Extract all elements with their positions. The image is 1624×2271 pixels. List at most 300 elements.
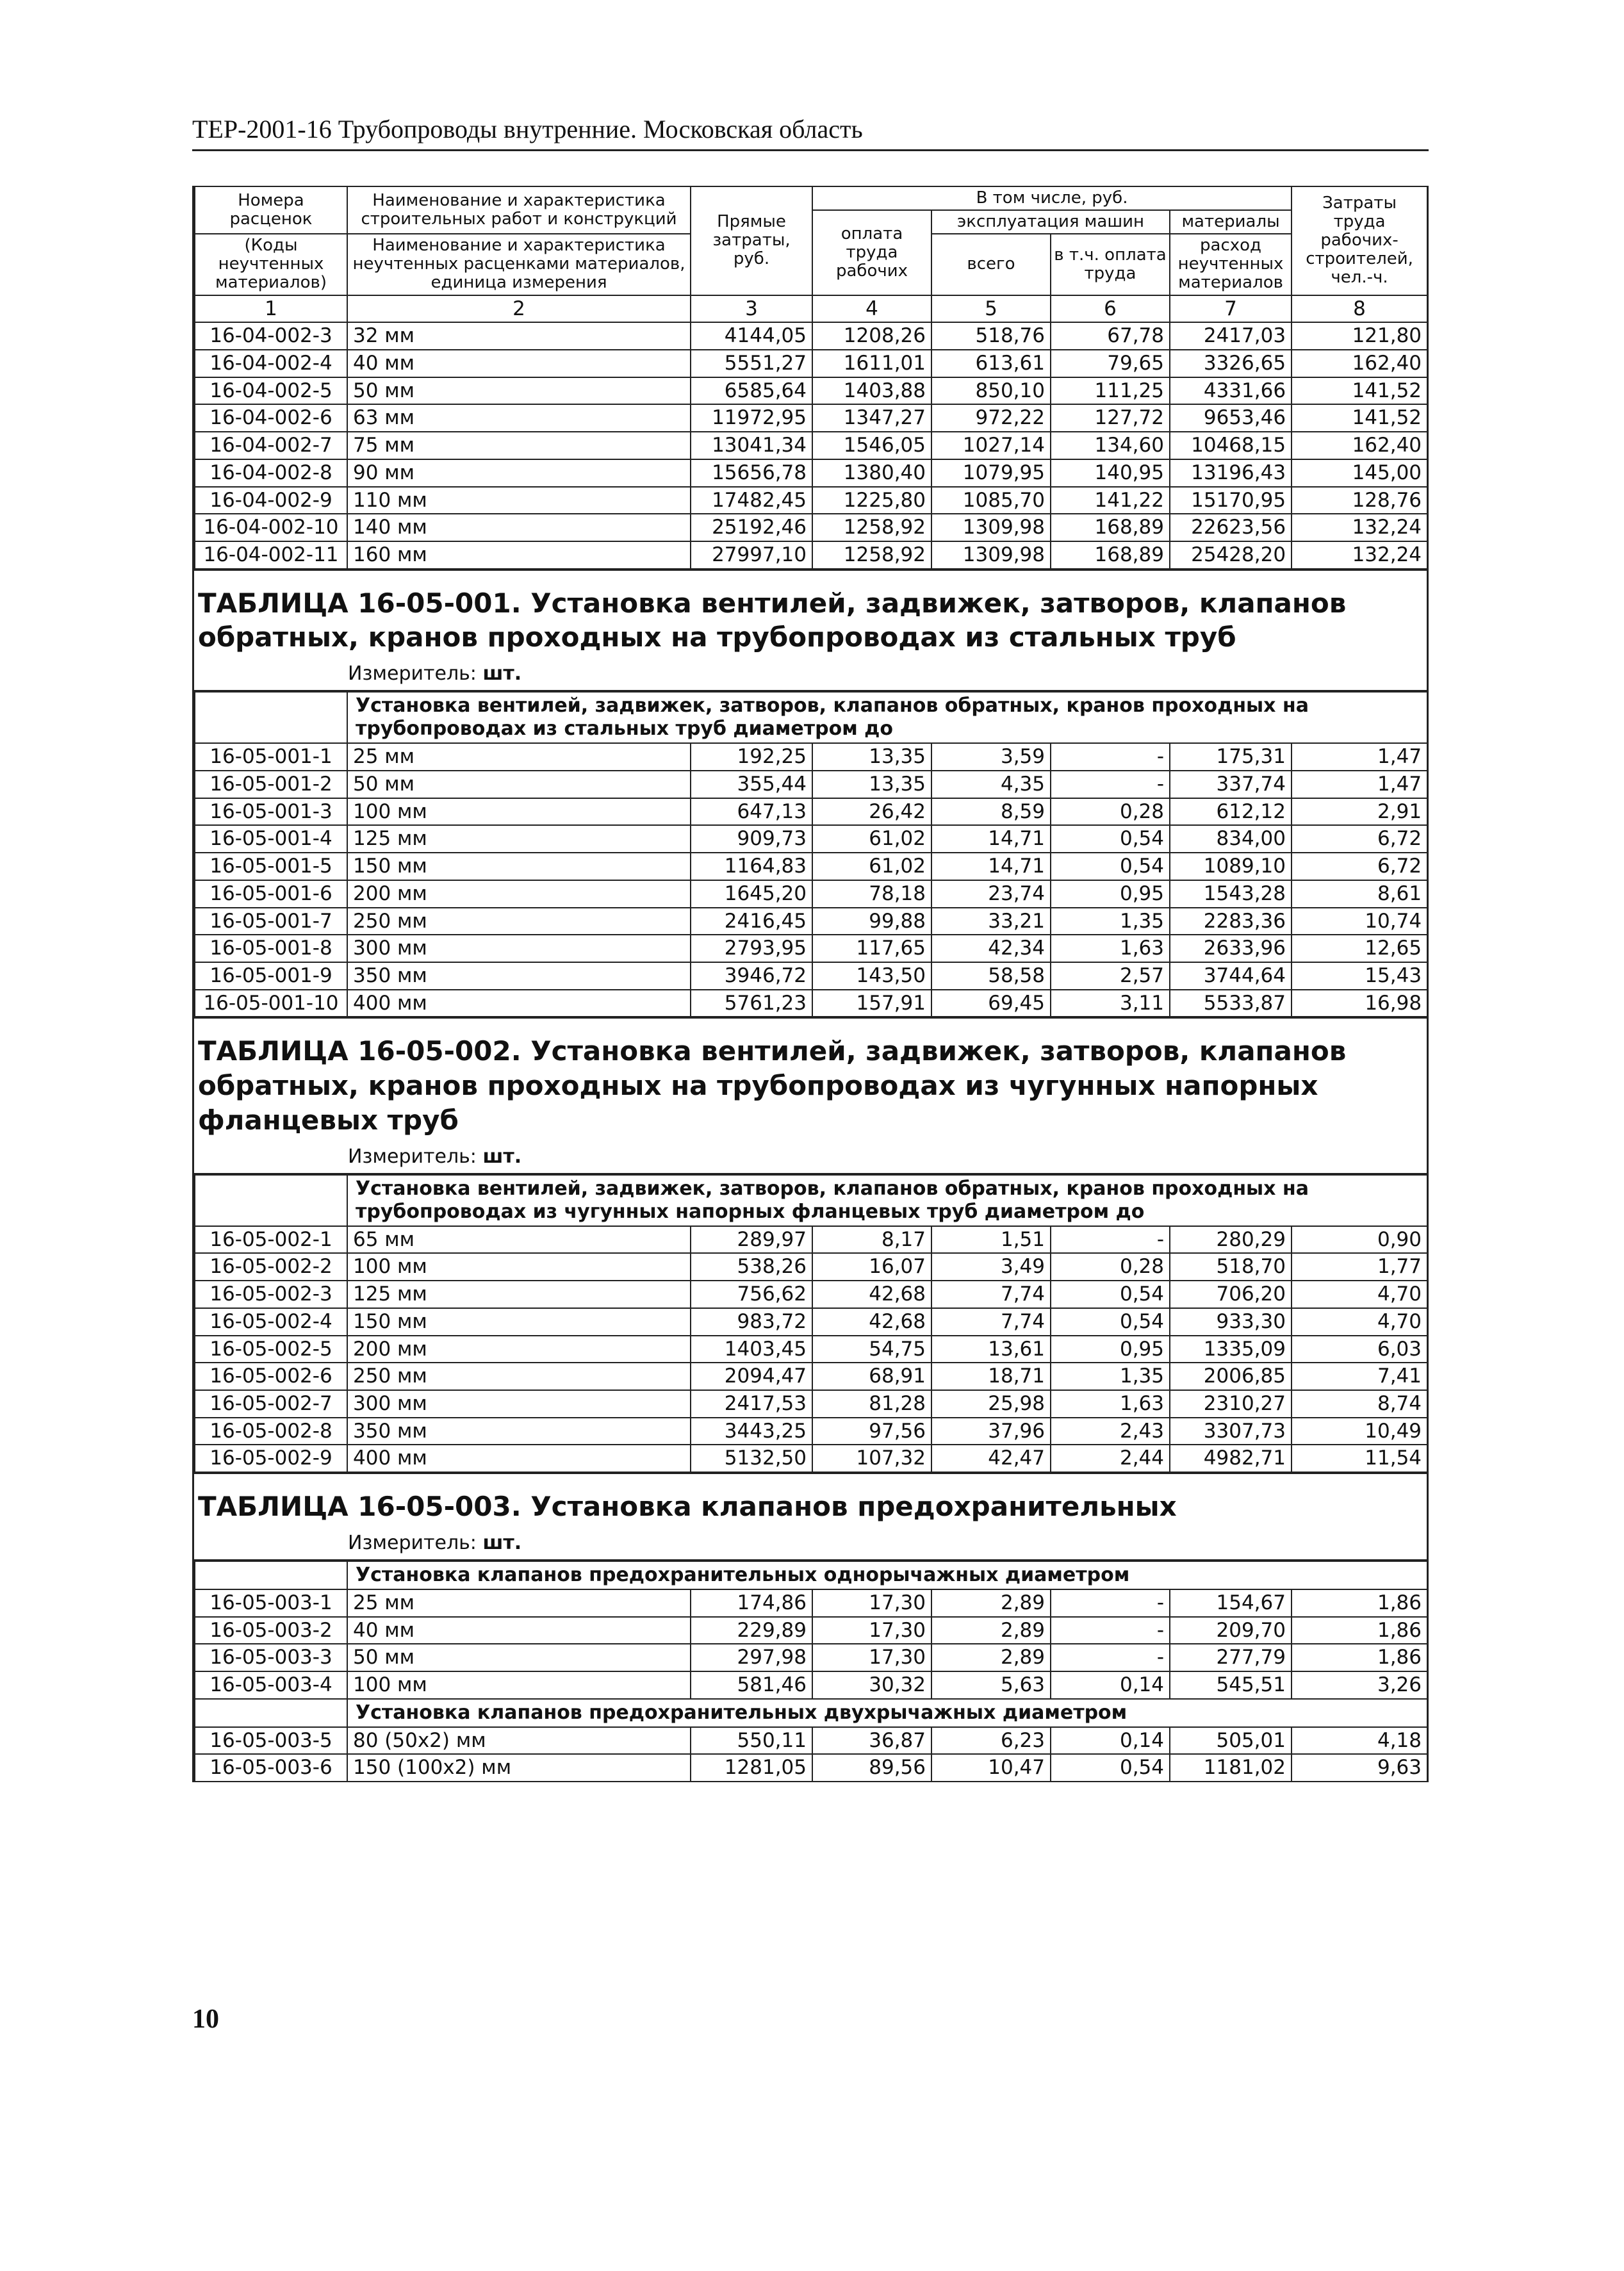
worker-wages: 13,35 <box>812 743 931 771</box>
col-header-including: В том числе, руб. <box>812 186 1292 210</box>
running-header: ТЕР-2001-16 Трубопроводы внутренние. Московская область <box>192 114 1429 151</box>
table-row <box>195 1363 1427 1390</box>
labor-hours: 10,74 <box>1292 908 1427 935</box>
section-title: ТАБЛИЦА 16-05-003. Установка клапанов предохранительных <box>194 1473 1427 1529</box>
table-row <box>195 1253 1427 1281</box>
machines-total: 7,74 <box>931 1308 1051 1336</box>
machines-total: 37,96 <box>931 1418 1051 1445</box>
rate-code: 16-05-003-1 <box>195 1589 347 1617</box>
machines-wages: 67,78 <box>1051 322 1170 350</box>
sections-container <box>194 570 1427 1782</box>
work-description: 200 мм <box>347 880 691 908</box>
table-row <box>195 1671 1427 1699</box>
materials-cost: 2283,36 <box>1170 908 1292 935</box>
work-description: 80 (50x2) мм <box>347 1727 691 1755</box>
work-description: 25 мм <box>347 743 691 771</box>
rate-code: 16-05-003-6 <box>195 1754 347 1782</box>
section-table <box>194 691 1428 1017</box>
group-heading-spacer <box>195 1699 347 1727</box>
materials-cost: 3744,64 <box>1170 962 1292 990</box>
direct-costs: 1403,45 <box>691 1336 812 1363</box>
machines-total: 518,76 <box>931 322 1051 350</box>
top-rows <box>195 322 1427 568</box>
rate-code: 16-05-001-2 <box>195 771 347 798</box>
machines-wages: 0,14 <box>1051 1727 1170 1755</box>
table-row <box>195 514 1427 541</box>
direct-costs: 297,98 <box>691 1644 812 1671</box>
table-row <box>195 1418 1427 1445</box>
labor-hours: 4,70 <box>1292 1281 1427 1308</box>
rate-code: 16-05-003-2 <box>195 1617 347 1644</box>
labor-hours: 8,61 <box>1292 880 1427 908</box>
direct-costs: 756,62 <box>691 1281 812 1308</box>
worker-wages: 81,28 <box>812 1390 931 1418</box>
column-number: 6 <box>1051 295 1170 323</box>
materials-cost: 25428,20 <box>1170 541 1292 569</box>
worker-wages: 61,02 <box>812 853 931 880</box>
worker-wages: 1380,40 <box>812 459 931 487</box>
column-number: 4 <box>812 295 931 323</box>
rate-code: 16-04-002-6 <box>195 404 347 432</box>
work-description: 110 мм <box>347 487 691 514</box>
work-description: 25 мм <box>347 1589 691 1617</box>
labor-hours: 6,72 <box>1292 853 1427 880</box>
machines-total: 8,59 <box>931 798 1051 826</box>
machines-total: 10,47 <box>931 1754 1051 1782</box>
rate-code: 16-05-002-2 <box>195 1253 347 1281</box>
rate-code: 16-04-002-5 <box>195 377 347 405</box>
document-body <box>192 186 1429 1782</box>
worker-wages: 89,56 <box>812 1754 931 1782</box>
direct-costs: 15656,78 <box>691 459 812 487</box>
column-number: 8 <box>1292 295 1427 323</box>
col-header-machines: эксплуатация машин <box>931 210 1170 234</box>
machines-wages: 0,95 <box>1051 880 1170 908</box>
direct-costs: 909,73 <box>691 825 812 853</box>
work-description: 125 мм <box>347 1281 691 1308</box>
machines-wages: 2,44 <box>1051 1445 1170 1472</box>
machines-total: 42,34 <box>931 935 1051 962</box>
direct-costs: 538,26 <box>691 1253 812 1281</box>
direct-costs: 27997,10 <box>691 541 812 569</box>
table-row <box>195 1390 1427 1418</box>
work-description: 400 мм <box>347 990 691 1017</box>
table-row <box>195 541 1427 569</box>
materials-cost: 175,31 <box>1170 743 1292 771</box>
machines-wages: 1,35 <box>1051 1363 1170 1390</box>
machines-wages: 140,95 <box>1051 459 1170 487</box>
worker-wages: 17,30 <box>812 1589 931 1617</box>
materials-cost: 9653,46 <box>1170 404 1292 432</box>
machines-wages: 1,35 <box>1051 908 1170 935</box>
work-description: 65 мм <box>347 1226 691 1254</box>
unit-label: Измеритель: <box>348 1531 477 1554</box>
worker-wages: 42,68 <box>812 1281 931 1308</box>
worker-wages: 1258,92 <box>812 514 931 541</box>
worker-wages: 97,56 <box>812 1418 931 1445</box>
direct-costs: 355,44 <box>691 771 812 798</box>
group-heading: Установка клапанов предохранительных двухрычажных диаметром <box>347 1699 1427 1727</box>
machines-wages: - <box>1051 1644 1170 1671</box>
worker-wages: 157,91 <box>812 990 931 1017</box>
col-header-machines-wages: в т.ч. оплата труда <box>1051 234 1170 295</box>
direct-costs: 5761,23 <box>691 990 812 1017</box>
worker-wages: 117,65 <box>812 935 931 962</box>
table-header <box>195 186 1427 322</box>
rate-code: 16-05-001-8 <box>195 935 347 962</box>
direct-costs: 13041,34 <box>691 432 812 459</box>
machines-total: 33,21 <box>931 908 1051 935</box>
rate-code: 16-05-002-3 <box>195 1281 347 1308</box>
work-description: 350 мм <box>347 962 691 990</box>
materials-cost: 2006,85 <box>1170 1363 1292 1390</box>
col-header-direct-costs: Прямые затраты, руб. <box>691 186 812 295</box>
materials-cost: 2417,03 <box>1170 322 1292 350</box>
rate-code: 16-04-002-10 <box>195 514 347 541</box>
table-row <box>195 990 1427 1017</box>
work-description: 300 мм <box>347 935 691 962</box>
materials-cost: 2633,96 <box>1170 935 1292 962</box>
worker-wages: 17,30 <box>812 1644 931 1671</box>
column-number-row <box>195 295 1427 323</box>
worker-wages: 54,75 <box>812 1336 931 1363</box>
direct-costs: 11972,95 <box>691 404 812 432</box>
machines-total: 58,58 <box>931 962 1051 990</box>
table-row <box>195 908 1427 935</box>
table-row <box>195 1308 1427 1336</box>
labor-hours: 141,52 <box>1292 404 1427 432</box>
labor-hours: 2,91 <box>1292 798 1427 826</box>
labor-hours: 1,86 <box>1292 1644 1427 1671</box>
labor-hours: 132,24 <box>1292 514 1427 541</box>
worker-wages: 26,42 <box>812 798 931 826</box>
direct-costs: 647,13 <box>691 798 812 826</box>
machines-wages: 2,43 <box>1051 1418 1170 1445</box>
col-header-labor: Затраты труда рабочих-строителей, чел.-ч. <box>1292 186 1427 295</box>
worker-wages: 13,35 <box>812 771 931 798</box>
machines-wages: - <box>1051 1589 1170 1617</box>
direct-costs: 5551,27 <box>691 350 812 377</box>
machines-total: 23,74 <box>931 880 1051 908</box>
machines-total: 1309,98 <box>931 514 1051 541</box>
worker-wages: 1225,80 <box>812 487 931 514</box>
group-heading: Установка клапанов предохранительных однорычажных диаметром <box>347 1561 1427 1589</box>
machines-total: 42,47 <box>931 1445 1051 1472</box>
machines-total: 5,63 <box>931 1671 1051 1699</box>
direct-costs: 289,97 <box>691 1226 812 1254</box>
column-number: 3 <box>691 295 812 323</box>
table-row <box>195 1617 1427 1644</box>
work-description: 40 мм <box>347 1617 691 1644</box>
materials-cost: 154,67 <box>1170 1589 1292 1617</box>
group-heading: Установка вентилей, задвижек, затворов, клапанов обратных, кранов проходных на трубопроводах из стальных труб диаметром до <box>347 692 1427 743</box>
work-description: 160 мм <box>347 541 691 569</box>
rate-code: 16-04-002-9 <box>195 487 347 514</box>
group-heading-spacer <box>195 1561 347 1589</box>
worker-wages: 16,07 <box>812 1253 931 1281</box>
rate-code: 16-05-002-8 <box>195 1418 347 1445</box>
materials-cost: 4982,71 <box>1170 1445 1292 1472</box>
worker-wages: 1403,88 <box>812 377 931 405</box>
direct-costs: 2094,47 <box>691 1363 812 1390</box>
section-table <box>194 1174 1428 1473</box>
machines-wages: - <box>1051 1226 1170 1254</box>
worker-wages: 8,17 <box>812 1226 931 1254</box>
labor-hours: 145,00 <box>1292 459 1427 487</box>
work-description: 63 мм <box>347 404 691 432</box>
unit-of-measure <box>194 660 1427 691</box>
rate-code: 16-05-002-5 <box>195 1336 347 1363</box>
machines-wages: 0,54 <box>1051 1308 1170 1336</box>
machines-total: 613,61 <box>931 350 1051 377</box>
labor-hours: 121,80 <box>1292 322 1427 350</box>
work-description: 32 мм <box>347 322 691 350</box>
machines-wages: 0,54 <box>1051 1754 1170 1782</box>
labor-hours: 128,76 <box>1292 487 1427 514</box>
labor-hours: 6,72 <box>1292 825 1427 853</box>
work-description: 140 мм <box>347 514 691 541</box>
machines-total: 850,10 <box>931 377 1051 405</box>
direct-costs: 2793,95 <box>691 935 812 962</box>
col-header-machines-total: всего <box>931 234 1051 295</box>
rate-code: 16-05-002-1 <box>195 1226 347 1254</box>
work-description: 125 мм <box>347 825 691 853</box>
machines-wages: 1,63 <box>1051 1390 1170 1418</box>
labor-hours: 4,18 <box>1292 1727 1427 1755</box>
machines-wages: 168,89 <box>1051 514 1170 541</box>
materials-cost: 612,12 <box>1170 798 1292 826</box>
rate-code: 16-05-003-5 <box>195 1727 347 1755</box>
table-row <box>195 935 1427 962</box>
section-title: ТАБЛИЦА 16-05-002. Установка вентилей, задвижек, затворов, клапанов обратных, кранов проходных на трубопроводах из чугунных напорных фланцевых труб <box>194 1017 1427 1142</box>
worker-wages: 1208,26 <box>812 322 931 350</box>
materials-cost: 933,30 <box>1170 1308 1292 1336</box>
machines-total: 6,23 <box>931 1727 1051 1755</box>
table-row <box>195 377 1427 405</box>
direct-costs: 4144,05 <box>691 322 812 350</box>
materials-cost: 1089,10 <box>1170 853 1292 880</box>
table-row <box>195 771 1427 798</box>
rate-code: 16-05-002-7 <box>195 1390 347 1418</box>
labor-hours: 0,90 <box>1292 1226 1427 1254</box>
direct-costs: 983,72 <box>691 1308 812 1336</box>
machines-wages: 0,14 <box>1051 1671 1170 1699</box>
direct-costs: 550,11 <box>691 1727 812 1755</box>
machines-wages: 0,28 <box>1051 1253 1170 1281</box>
direct-costs: 1164,83 <box>691 853 812 880</box>
labor-hours: 1,86 <box>1292 1589 1427 1617</box>
table-row <box>195 350 1427 377</box>
machines-wages: 0,95 <box>1051 1336 1170 1363</box>
machines-total: 3,49 <box>931 1253 1051 1281</box>
column-number: 7 <box>1170 295 1292 323</box>
unit-value: шт. <box>482 1145 522 1168</box>
materials-cost: 505,01 <box>1170 1727 1292 1755</box>
labor-hours: 9,63 <box>1292 1754 1427 1782</box>
direct-costs: 1281,05 <box>691 1754 812 1782</box>
group-heading-row <box>195 1175 1427 1226</box>
machines-wages: - <box>1051 771 1170 798</box>
column-number: 1 <box>195 295 347 323</box>
machines-total: 14,71 <box>931 825 1051 853</box>
column-number: 2 <box>347 295 691 323</box>
worker-wages: 107,32 <box>812 1445 931 1472</box>
rate-code: 16-05-001-4 <box>195 825 347 853</box>
machines-total: 972,22 <box>931 404 1051 432</box>
group-heading-row <box>195 692 1427 743</box>
machines-wages: - <box>1051 743 1170 771</box>
table-row <box>195 404 1427 432</box>
rate-code: 16-05-002-6 <box>195 1363 347 1390</box>
rate-code: 16-05-001-10 <box>195 990 347 1017</box>
col-header-material-names: Наименование и характеристика неучтенных расценками материалов, единица измерения <box>347 234 691 295</box>
direct-costs: 6585,64 <box>691 377 812 405</box>
table-row <box>195 1445 1427 1472</box>
materials-cost: 1181,02 <box>1170 1754 1292 1782</box>
materials-cost: 209,70 <box>1170 1617 1292 1644</box>
direct-costs: 229,89 <box>691 1617 812 1644</box>
section-table <box>194 1561 1428 1782</box>
machines-total: 1085,70 <box>931 487 1051 514</box>
work-description: 150 (100x2) мм <box>347 1754 691 1782</box>
labor-hours: 162,40 <box>1292 350 1427 377</box>
work-description: 75 мм <box>347 432 691 459</box>
rate-code: 16-05-001-6 <box>195 880 347 908</box>
machines-wages: 0,54 <box>1051 825 1170 853</box>
work-description: 100 мм <box>347 798 691 826</box>
machines-wages: 111,25 <box>1051 377 1170 405</box>
labor-hours: 15,43 <box>1292 962 1427 990</box>
labor-hours: 1,47 <box>1292 771 1427 798</box>
direct-costs: 1645,20 <box>691 880 812 908</box>
machines-wages: 0,54 <box>1051 1281 1170 1308</box>
machines-total: 13,61 <box>931 1336 1051 1363</box>
rate-code: 16-05-001-1 <box>195 743 347 771</box>
machines-total: 1,51 <box>931 1226 1051 1254</box>
work-description: 150 мм <box>347 1308 691 1336</box>
section-title: ТАБЛИЦА 16-05-001. Установка вентилей, задвижек, затворов, клапанов обратных, кранов проходных на трубопроводах из стальных труб <box>194 570 1427 660</box>
materials-cost: 10468,15 <box>1170 432 1292 459</box>
work-description: 250 мм <box>347 908 691 935</box>
table-row <box>195 798 1427 826</box>
group-heading-spacer <box>195 1175 347 1226</box>
machines-wages: 168,89 <box>1051 541 1170 569</box>
rate-code: 16-05-001-3 <box>195 798 347 826</box>
machines-total: 7,74 <box>931 1281 1051 1308</box>
table-row <box>195 853 1427 880</box>
worker-wages: 68,91 <box>812 1363 931 1390</box>
worker-wages: 42,68 <box>812 1308 931 1336</box>
materials-cost: 706,20 <box>1170 1281 1292 1308</box>
machines-total: 14,71 <box>931 853 1051 880</box>
work-description: 300 мм <box>347 1390 691 1418</box>
rate-code: 16-04-002-11 <box>195 541 347 569</box>
materials-cost: 545,51 <box>1170 1671 1292 1699</box>
machines-wages: 3,11 <box>1051 990 1170 1017</box>
unit-label: Измеритель: <box>348 662 477 685</box>
labor-hours: 12,65 <box>1292 935 1427 962</box>
machines-wages: 0,28 <box>1051 798 1170 826</box>
direct-costs: 3946,72 <box>691 962 812 990</box>
table-row <box>195 1727 1427 1755</box>
direct-costs: 5132,50 <box>691 1445 812 1472</box>
table-row <box>195 322 1427 350</box>
col-header-materials: материалы <box>1170 210 1292 234</box>
price-table <box>194 186 1428 570</box>
materials-cost: 280,29 <box>1170 1226 1292 1254</box>
work-description: 100 мм <box>347 1671 691 1699</box>
work-description: 350 мм <box>347 1418 691 1445</box>
table-row <box>195 432 1427 459</box>
labor-hours: 8,74 <box>1292 1390 1427 1418</box>
machines-total: 1309,98 <box>931 541 1051 569</box>
work-description: 50 мм <box>347 377 691 405</box>
worker-wages: 78,18 <box>812 880 931 908</box>
materials-cost: 4331,66 <box>1170 377 1292 405</box>
materials-cost: 518,70 <box>1170 1253 1292 1281</box>
unit-value: шт. <box>482 662 522 685</box>
col-header-wages: оплата труда рабочих <box>812 210 931 295</box>
worker-wages: 1546,05 <box>812 432 931 459</box>
unit-of-measure <box>194 1143 1427 1174</box>
table-row <box>195 1336 1427 1363</box>
rate-code: 16-05-001-7 <box>195 908 347 935</box>
machines-total: 18,71 <box>931 1363 1051 1390</box>
worker-wages: 36,87 <box>812 1727 931 1755</box>
table-row <box>195 962 1427 990</box>
rate-code: 16-05-003-3 <box>195 1644 347 1671</box>
machines-total: 1027,14 <box>931 432 1051 459</box>
materials-cost: 834,00 <box>1170 825 1292 853</box>
unit-of-measure <box>194 1529 1427 1561</box>
direct-costs: 3443,25 <box>691 1418 812 1445</box>
work-description: 150 мм <box>347 853 691 880</box>
work-description: 90 мм <box>347 459 691 487</box>
machines-wages: 0,54 <box>1051 853 1170 880</box>
worker-wages: 1611,01 <box>812 350 931 377</box>
rate-code: 16-05-001-9 <box>195 962 347 990</box>
machines-total: 2,89 <box>931 1617 1051 1644</box>
machines-total: 2,89 <box>931 1644 1051 1671</box>
machines-wages: 127,72 <box>1051 404 1170 432</box>
group-heading-row <box>195 1561 1427 1589</box>
labor-hours: 141,52 <box>1292 377 1427 405</box>
machines-total: 25,98 <box>931 1390 1051 1418</box>
worker-wages: 61,02 <box>812 825 931 853</box>
unit-value: шт. <box>482 1531 522 1554</box>
materials-cost: 3326,65 <box>1170 350 1292 377</box>
column-number: 5 <box>931 295 1051 323</box>
group-heading-row <box>195 1699 1427 1727</box>
work-description: 50 мм <box>347 1644 691 1671</box>
rate-code: 16-04-002-3 <box>195 322 347 350</box>
machines-wages: 79,65 <box>1051 350 1170 377</box>
labor-hours: 6,03 <box>1292 1336 1427 1363</box>
table-row <box>195 459 1427 487</box>
materials-cost: 13196,43 <box>1170 459 1292 487</box>
materials-cost: 1335,09 <box>1170 1336 1292 1363</box>
machines-wages: 2,57 <box>1051 962 1170 990</box>
labor-hours: 1,77 <box>1292 1253 1427 1281</box>
machines-total: 4,35 <box>931 771 1051 798</box>
table-row <box>195 487 1427 514</box>
col-header-name: Наименование и характеристика строительных работ и конструкций <box>347 186 691 234</box>
col-header-materials-usage: расход неучтенных материалов <box>1170 234 1292 295</box>
labor-hours: 11,54 <box>1292 1445 1427 1472</box>
table-row <box>195 1644 1427 1671</box>
table-row <box>195 1281 1427 1308</box>
labor-hours: 7,41 <box>1292 1363 1427 1390</box>
